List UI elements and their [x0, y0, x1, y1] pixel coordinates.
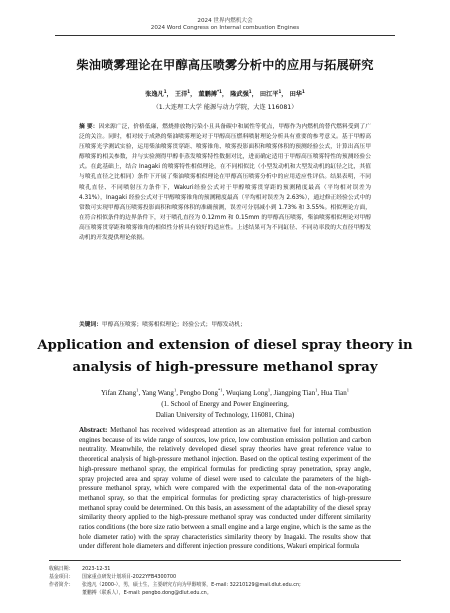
en-author: Jiangping Tian$^1$ — [273, 387, 318, 397]
en-author: Yifan Zhang$^1$ — [100, 387, 139, 397]
footnote-author-line-1: 张逸凡（2000-），男，硕士生，主要研究方向为甲醇喷雾，E-mail: 32210129@mail.dlut.edu.cn; — [82, 582, 301, 588]
en-author: Yang Wang$^1$ — [141, 387, 177, 397]
cn-keywords — [79, 319, 371, 328]
en-abstract — [79, 426, 371, 559]
en-author-list: Yifan Zhang$^1$, Yang Wang$^1$, Pengbo Dong$^{*1}$, Wuqiang Long$^1$, Jiangping Tian$^1$, Hua Tian$^1$ — [100, 387, 350, 397]
footnote-received-label: 收稿日期： — [49, 566, 74, 572]
en-affiliation-line-2: Dalian University of Technology, 116081, China) — [155, 411, 295, 419]
cn-keywords-text: 甲醇高压喷雾；喷雾相似理论；经验公式；甲醇发动机； — [102, 322, 246, 328]
cn-author: 田华$^1$ — [289, 88, 305, 98]
en-author: Hua Tian$^1$ — [320, 387, 350, 397]
cn-author: 董鹏搏$^{*1}$ — [198, 88, 222, 98]
footnote-received-value: 2023-12-31 — [82, 566, 111, 572]
header-rule — [55, 35, 395, 36]
cn-abstract — [79, 122, 371, 243]
footnote-received — [49, 565, 401, 572]
footnote-fund — [49, 573, 401, 580]
en-title-line-2: analysis of high-pressure methanol spray — [72, 360, 378, 375]
footnote-author-label: 作者简介： — [49, 582, 74, 588]
en-author: Pengbo Dong$^{*1}$ — [179, 387, 223, 397]
cn-abstract-text: 因来源广泛，价格低廉，燃烧排放物污染小且具备碳中和属性等优点，甲醇作为内燃机的替代燃料受到了广泛的关注。同时，相对较于成熟的柴油喷雾理论对于甲醇高压燃料喷射理论分析具有重要的参考意义。基于甲醇高压喷雾光学测试实验，运用柴油喷雾贯穿距、喷雾锥角、喷雾投影面积和喷雾体积的预测经验公式，计算出高压甲醇喷雾的相关参数，并与实验测得甲醇非蒸发喷雾特性数据对比，进而确定适用于甲醇高压喷雾特性的预测经验公式。在此基础上，结合 Inagaki 的喷雾特性相似理论，在不同相似比（小型发动机和大型发动机的缸径之比，其值与喷孔直径之比相同）条件下开展了柴油喷雾相似理论在甲醇高压喷雾分析中的应用适应性评估。结果表明，不同喷孔直径、不同喷射压力条件下，Wakuri经验公式对于甲醇喷雾贯穿距的预测精度最高（平均相对误差为 4.31%），Inagaki 经验公式对于甲醇喷雾锥角的预测精度最高（平均相对误差为 2.63%），通过修正经验公式中的常数可实现甲醇高压喷雾投影面积和喷雾体积的准确预测，误差可分别减小到 1.73% 和 3.55%。相似理论方面，在符合相似条件的边界条件下，对于喷孔直径为 0.12mm 和 0.15mm 的甲醇高压喷雾，柴油喷雾相似理论对甲醇高压喷雾贯穿距和喷雾锥角的相似性分析具有较好的适应性。上述结果可为不同缸径、不同功率段的大直径甲醇发动机的开发提供理论依据。 — [79, 124, 371, 242]
footnote-author — [49, 581, 401, 588]
cn-author: 田江平$^1$ — [259, 88, 282, 98]
cn-abstract-label: 摘 要： — [79, 124, 99, 130]
en-author: Wuqiang Long$^1$ — [225, 387, 271, 397]
cn-author: 张逸凡$^1$ — [145, 88, 167, 98]
cn-author-list: 张逸凡$^1$， 王洋$^1$， 董鹏搏$^{*1}$， 隆武强$^1$， 田江平$^1$， 田华$^1$ — [145, 88, 305, 98]
running-header-cn: 2024 世界内燃机大会 — [197, 18, 253, 24]
running-header-en: 2024 Word Congress on Internal combustion Engines — [150, 25, 300, 31]
en-affiliation-line-1: (1. School of Energy and Power Engineering, — [161, 400, 289, 408]
footnote-fund-label: 基金项目： — [49, 574, 74, 580]
footnote-rule — [49, 560, 401, 561]
cn-keywords-label: 关键词： — [79, 322, 102, 328]
cn-author: 隆武强$^1$ — [230, 88, 252, 98]
en-title-line-1: Application and extension of diesel spray theory in — [37, 338, 413, 353]
cn-title: 柴油喷雾理论在甲醇高压喷雾分析中的应用与拓展研究 — [76, 58, 374, 72]
footnote-fund-value: 国家重点研发计划项目-2022YFB4300700 — [82, 574, 177, 580]
en-abstract-label: Abstract: — [79, 426, 108, 434]
cn-author: 王洋$^1$ — [174, 88, 191, 98]
cn-affiliation: （1.大连理工大学 能源与动力学院，大连 116081） — [152, 104, 298, 111]
en-abstract-text: Methanol has received widespread attention as an alternative fuel for internal combustion engines because of its wide range of sources, low price, low combustion emission pollution and carbon neutrality. Meanwhile, the relatively developed diesel spray theories have great reference value to theoretical analysis of high-pressure methanol injection. Based on the optical testing experiment of the high-pressure methanol spray, the empirical formulas for predicting spray penetration, spray angle, spray projected area and spray volume of diesel were used to calculate the parameters of the high-pressure methanol spray, which were compared with the experimental data of the non-evaporating methanol spray, so that the empirical formulas for predicting spray characteristics of high-pressure methanol spray could be determined. On this basis, an assessment of the adaptability of the diesel spray similarity theory applied to the high-pressure methanol spray was conducted under different similarity ratios conditions (the bore size ratio between a small engine and a large engine, which is the same as the hole diameter ratio) with the spray characteristics similarity theory by Inagaki. The results show that under different hole diameters and different injection pressure conditions, Wakuri empirical formula — [79, 426, 371, 551]
footnote-author-line-2: 董鹏搏（联系人），E-mail: pengbo.dong@dlut.edu.cn。 — [82, 590, 212, 596]
